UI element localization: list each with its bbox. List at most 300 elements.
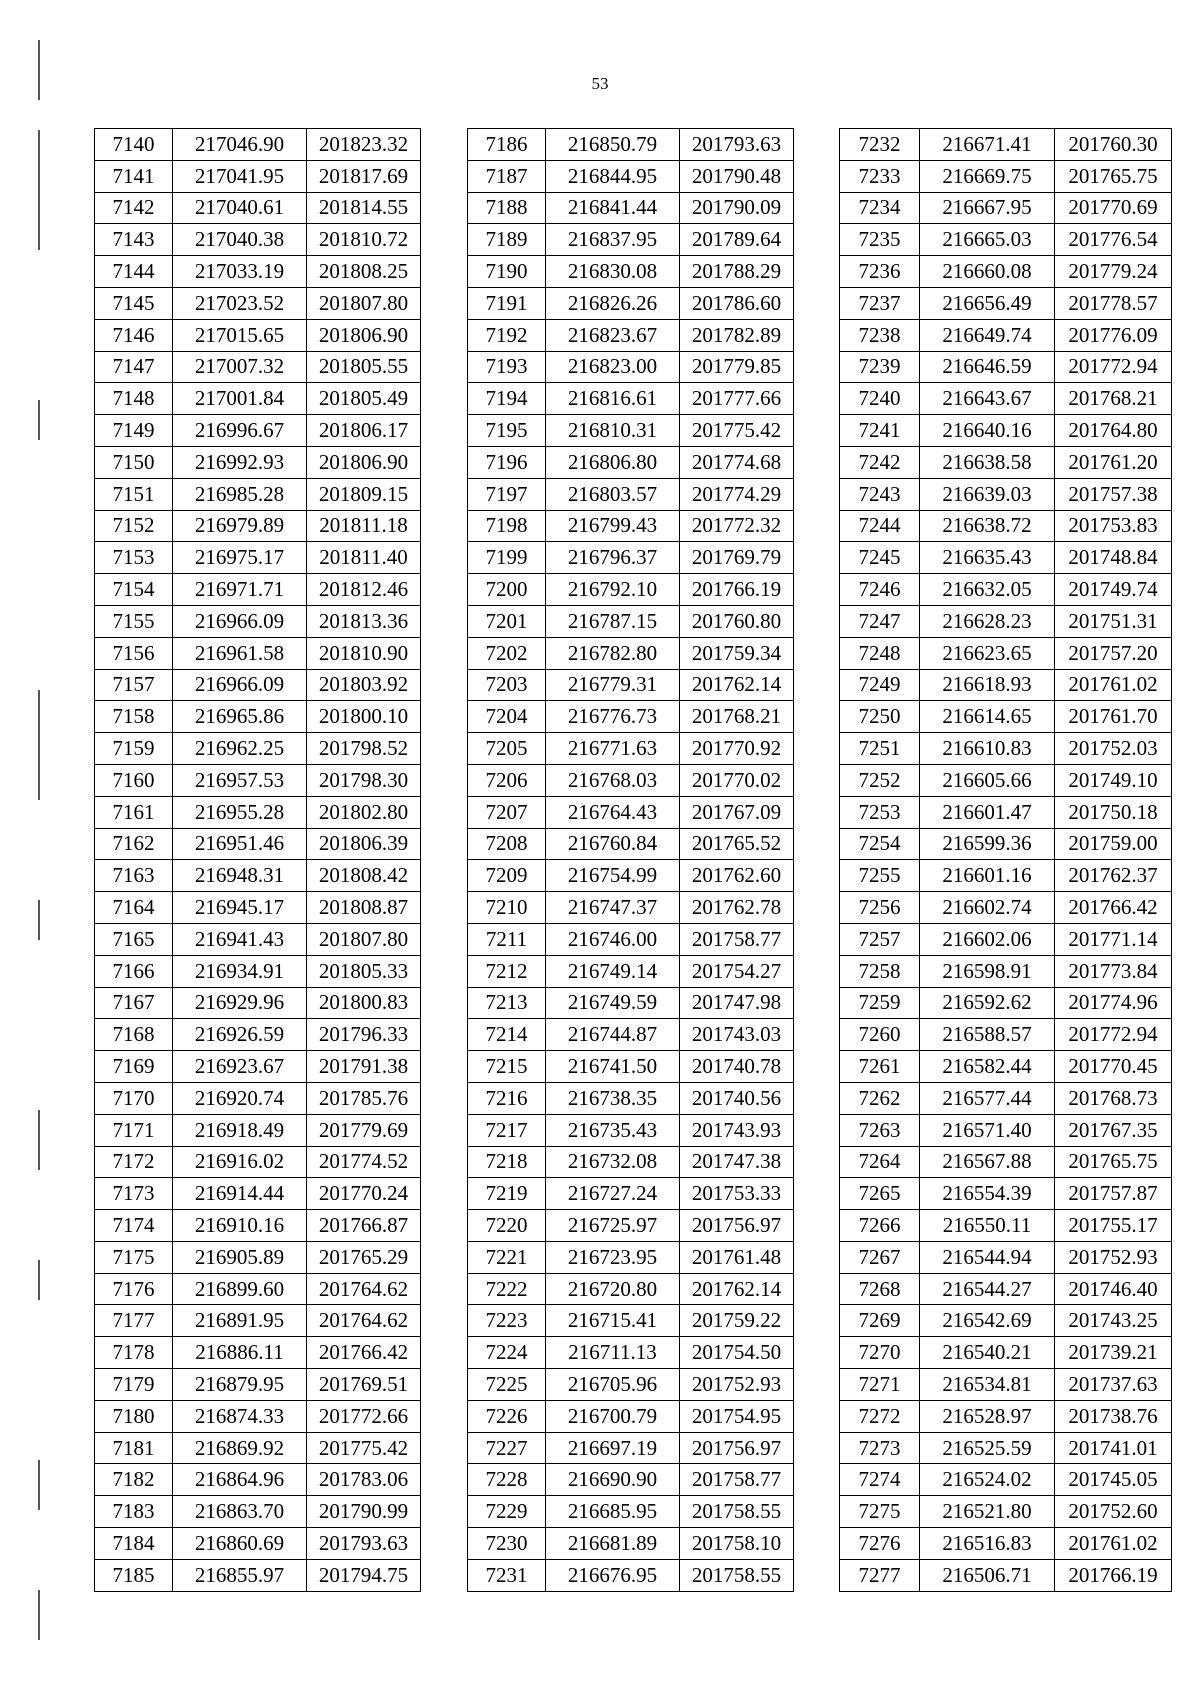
x-coordinate-cell: 216776.73: [546, 701, 680, 733]
point-number-cell: 7210: [468, 892, 546, 924]
table-row: [468, 574, 794, 606]
table-row: [95, 764, 421, 796]
y-coordinate-cell: 201748.84: [1055, 542, 1172, 574]
y-coordinate-cell: 201808.42: [307, 860, 421, 892]
table-row: [840, 1241, 1172, 1273]
point-number-cell: 7272: [840, 1400, 920, 1432]
table-row: [468, 733, 794, 765]
table-row: [95, 192, 421, 224]
table-row: [840, 1305, 1172, 1337]
x-coordinate-cell: 216605.66: [920, 764, 1055, 796]
point-number-cell: 7237: [840, 287, 920, 319]
x-coordinate-cell: 216764.43: [546, 796, 680, 828]
point-number-cell: 7175: [95, 1241, 173, 1273]
y-coordinate-cell: 201760.80: [680, 605, 794, 637]
x-coordinate-cell: 216768.03: [546, 764, 680, 796]
table-row: [95, 701, 421, 733]
y-coordinate-cell: 201768.73: [1055, 1082, 1172, 1114]
y-coordinate-cell: 201750.18: [1055, 796, 1172, 828]
x-coordinate-cell: 216544.27: [920, 1273, 1055, 1305]
y-coordinate-cell: 201800.10: [307, 701, 421, 733]
y-coordinate-cell: 201741.01: [1055, 1432, 1172, 1464]
y-coordinate-cell: 201806.90: [307, 319, 421, 351]
y-coordinate-cell: 201793.63: [680, 129, 794, 161]
scan-margin-line: [38, 1260, 40, 1300]
y-coordinate-cell: 201774.68: [680, 446, 794, 478]
point-number-cell: 7145: [95, 287, 173, 319]
point-number-cell: 7259: [840, 987, 920, 1019]
x-coordinate-cell: 216830.08: [546, 256, 680, 288]
x-coordinate-cell: 216667.95: [920, 192, 1055, 224]
table-row: [468, 669, 794, 701]
x-coordinate-cell: 216782.80: [546, 637, 680, 669]
point-number-cell: 7195: [468, 415, 546, 447]
point-number-cell: 7167: [95, 987, 173, 1019]
y-coordinate-cell: 201754.50: [680, 1337, 794, 1369]
point-number-cell: 7261: [840, 1051, 920, 1083]
y-coordinate-cell: 201760.30: [1055, 129, 1172, 161]
table-row: [840, 1464, 1172, 1496]
table-row: [840, 478, 1172, 510]
point-number-cell: 7205: [468, 733, 546, 765]
x-coordinate-cell: 216697.19: [546, 1432, 680, 1464]
x-coordinate-cell: 216996.67: [173, 415, 307, 447]
page-number: 53: [591, 74, 609, 93]
x-coordinate-cell: 216823.67: [546, 319, 680, 351]
x-coordinate-cell: 216841.44: [546, 192, 680, 224]
y-coordinate-cell: 201743.93: [680, 1114, 794, 1146]
x-coordinate-cell: 216550.11: [920, 1210, 1055, 1242]
point-number-cell: 7154: [95, 574, 173, 606]
y-coordinate-cell: 201772.32: [680, 510, 794, 542]
point-number-cell: 7234: [840, 192, 920, 224]
x-coordinate-cell: 216910.16: [173, 1210, 307, 1242]
point-number-cell: 7206: [468, 764, 546, 796]
point-number-cell: 7251: [840, 733, 920, 765]
table-row: [95, 446, 421, 478]
point-number-cell: 7275: [840, 1496, 920, 1528]
point-number-cell: 7142: [95, 192, 173, 224]
point-number-cell: 7230: [468, 1528, 546, 1560]
table-row: [95, 1273, 421, 1305]
table-row: [840, 1369, 1172, 1401]
y-coordinate-cell: 201757.87: [1055, 1178, 1172, 1210]
table-row: [840, 351, 1172, 383]
table-row: [468, 701, 794, 733]
table-row: [95, 1178, 421, 1210]
table-row: [840, 605, 1172, 637]
table-row: [468, 160, 794, 192]
x-coordinate-cell: 216602.06: [920, 923, 1055, 955]
x-coordinate-cell: 216727.24: [546, 1178, 680, 1210]
point-number-cell: 7158: [95, 701, 173, 733]
y-coordinate-cell: 201776.09: [1055, 319, 1172, 351]
table-row: [468, 1559, 794, 1591]
y-coordinate-cell: 201762.37: [1055, 860, 1172, 892]
x-coordinate-cell: 216864.96: [173, 1464, 307, 1496]
y-coordinate-cell: 201773.84: [1055, 955, 1172, 987]
y-coordinate-cell: 201764.62: [307, 1305, 421, 1337]
point-number-cell: 7226: [468, 1400, 546, 1432]
x-coordinate-cell: 216962.25: [173, 733, 307, 765]
y-coordinate-cell: 201749.74: [1055, 574, 1172, 606]
y-coordinate-cell: 201770.69: [1055, 192, 1172, 224]
table-row: [468, 892, 794, 924]
x-coordinate-cell: 216855.97: [173, 1559, 307, 1591]
x-coordinate-cell: 216844.95: [546, 160, 680, 192]
y-coordinate-cell: 201762.78: [680, 892, 794, 924]
y-coordinate-cell: 201753.33: [680, 1178, 794, 1210]
x-coordinate-cell: 216638.72: [920, 510, 1055, 542]
table-row: [95, 955, 421, 987]
x-coordinate-cell: 216941.43: [173, 923, 307, 955]
table-row: [468, 287, 794, 319]
table-row: [840, 987, 1172, 1019]
table-row: [95, 637, 421, 669]
x-coordinate-cell: 216899.60: [173, 1273, 307, 1305]
y-coordinate-cell: 201782.89: [680, 319, 794, 351]
y-coordinate-cell: 201743.03: [680, 1019, 794, 1051]
y-coordinate-cell: 201765.75: [1055, 1146, 1172, 1178]
x-coordinate-cell: 216614.65: [920, 701, 1055, 733]
point-number-cell: 7223: [468, 1305, 546, 1337]
y-coordinate-cell: 201747.38: [680, 1146, 794, 1178]
x-coordinate-cell: 216779.31: [546, 669, 680, 701]
point-number-cell: 7218: [468, 1146, 546, 1178]
point-number-cell: 7160: [95, 764, 173, 796]
y-coordinate-cell: 201740.56: [680, 1082, 794, 1114]
point-number-cell: 7256: [840, 892, 920, 924]
point-number-cell: 7249: [840, 669, 920, 701]
y-coordinate-cell: 201759.00: [1055, 828, 1172, 860]
point-number-cell: 7163: [95, 860, 173, 892]
table-row: [95, 287, 421, 319]
table-row: [468, 1273, 794, 1305]
y-coordinate-cell: 201783.06: [307, 1464, 421, 1496]
table-row: [95, 160, 421, 192]
table-row: [468, 1337, 794, 1369]
y-coordinate-cell: 201800.83: [307, 987, 421, 1019]
point-number-cell: 7245: [840, 542, 920, 574]
y-coordinate-cell: 201757.38: [1055, 478, 1172, 510]
table-row: [95, 478, 421, 510]
point-number-cell: 7174: [95, 1210, 173, 1242]
y-coordinate-cell: 201805.33: [307, 955, 421, 987]
table-row: [840, 1400, 1172, 1432]
y-coordinate-cell: 201823.32: [307, 129, 421, 161]
point-number-cell: 7227: [468, 1432, 546, 1464]
x-coordinate-cell: 216918.49: [173, 1114, 307, 1146]
x-coordinate-cell: 216923.67: [173, 1051, 307, 1083]
x-coordinate-cell: 216598.91: [920, 955, 1055, 987]
y-coordinate-cell: 201761.48: [680, 1241, 794, 1273]
point-number-cell: 7162: [95, 828, 173, 860]
y-coordinate-cell: 201765.29: [307, 1241, 421, 1273]
x-coordinate-cell: 216601.16: [920, 860, 1055, 892]
y-coordinate-cell: 201806.17: [307, 415, 421, 447]
y-coordinate-cell: 201766.42: [1055, 892, 1172, 924]
table-row: [840, 764, 1172, 796]
x-coordinate-cell: 216816.61: [546, 383, 680, 415]
y-coordinate-cell: 201778.57: [1055, 287, 1172, 319]
point-number-cell: 7221: [468, 1241, 546, 1273]
point-number-cell: 7173: [95, 1178, 173, 1210]
x-coordinate-cell: 216926.59: [173, 1019, 307, 1051]
table-row: [95, 1051, 421, 1083]
x-coordinate-cell: 216945.17: [173, 892, 307, 924]
y-coordinate-cell: 201737.63: [1055, 1369, 1172, 1401]
x-coordinate-cell: 216992.93: [173, 446, 307, 478]
x-coordinate-cell: 216542.69: [920, 1305, 1055, 1337]
table-row: [95, 383, 421, 415]
table-row: [468, 637, 794, 669]
point-number-cell: 7177: [95, 1305, 173, 1337]
point-number-cell: 7248: [840, 637, 920, 669]
point-number-cell: 7209: [468, 860, 546, 892]
point-number-cell: 7216: [468, 1082, 546, 1114]
y-coordinate-cell: 201789.64: [680, 224, 794, 256]
x-coordinate-cell: 216582.44: [920, 1051, 1055, 1083]
table-row: [468, 446, 794, 478]
table-row: [468, 1496, 794, 1528]
point-number-cell: 7179: [95, 1369, 173, 1401]
y-coordinate-cell: 201758.55: [680, 1496, 794, 1528]
x-coordinate-cell: 216920.74: [173, 1082, 307, 1114]
y-coordinate-cell: 201764.62: [307, 1273, 421, 1305]
x-coordinate-cell: 216690.90: [546, 1464, 680, 1496]
point-number-cell: 7217: [468, 1114, 546, 1146]
x-coordinate-cell: 216732.08: [546, 1146, 680, 1178]
y-coordinate-cell: 201761.70: [1055, 701, 1172, 733]
point-number-cell: 7241: [840, 415, 920, 447]
table-row: [468, 1082, 794, 1114]
y-coordinate-cell: 201758.55: [680, 1559, 794, 1591]
point-number-cell: 7277: [840, 1559, 920, 1591]
point-number-cell: 7184: [95, 1528, 173, 1560]
y-coordinate-cell: 201768.21: [680, 701, 794, 733]
x-coordinate-cell: 216669.75: [920, 160, 1055, 192]
point-number-cell: 7207: [468, 796, 546, 828]
y-coordinate-cell: 201739.21: [1055, 1337, 1172, 1369]
x-coordinate-cell: 217046.90: [173, 129, 307, 161]
point-number-cell: 7257: [840, 923, 920, 955]
table-row: [840, 160, 1172, 192]
y-coordinate-cell: 201771.14: [1055, 923, 1172, 955]
table-row: [95, 1496, 421, 1528]
y-coordinate-cell: 201806.90: [307, 446, 421, 478]
table-row: [468, 1305, 794, 1337]
point-number-cell: 7152: [95, 510, 173, 542]
y-coordinate-cell: 201808.25: [307, 256, 421, 288]
scan-margin-line: [38, 1590, 40, 1640]
y-coordinate-cell: 201761.20: [1055, 446, 1172, 478]
x-coordinate-cell: 216640.16: [920, 415, 1055, 447]
point-number-cell: 7148: [95, 383, 173, 415]
point-number-cell: 7232: [840, 129, 920, 161]
y-coordinate-cell: 201774.29: [680, 478, 794, 510]
y-coordinate-cell: 201738.76: [1055, 1400, 1172, 1432]
x-coordinate-cell: 216874.33: [173, 1400, 307, 1432]
point-number-cell: 7193: [468, 351, 546, 383]
x-coordinate-cell: 216955.28: [173, 796, 307, 828]
x-coordinate-cell: 216592.62: [920, 987, 1055, 1019]
table-row: [840, 383, 1172, 415]
y-coordinate-cell: 201766.42: [307, 1337, 421, 1369]
table-row: [95, 510, 421, 542]
table-row: [840, 1559, 1172, 1591]
table-row: [95, 1241, 421, 1273]
x-coordinate-cell: 216975.17: [173, 542, 307, 574]
y-coordinate-cell: 201759.22: [680, 1305, 794, 1337]
point-number-cell: 7196: [468, 446, 546, 478]
x-coordinate-cell: 216602.74: [920, 892, 1055, 924]
y-coordinate-cell: 201769.79: [680, 542, 794, 574]
y-coordinate-cell: 201805.49: [307, 383, 421, 415]
x-coordinate-cell: 216948.31: [173, 860, 307, 892]
table-row: [95, 1369, 421, 1401]
point-number-cell: 7238: [840, 319, 920, 351]
point-number-cell: 7253: [840, 796, 920, 828]
table-row: [840, 287, 1172, 319]
y-coordinate-cell: 201752.60: [1055, 1496, 1172, 1528]
y-coordinate-cell: 201770.92: [680, 733, 794, 765]
y-coordinate-cell: 201758.10: [680, 1528, 794, 1560]
y-coordinate-cell: 201766.19: [680, 574, 794, 606]
y-coordinate-cell: 201752.03: [1055, 733, 1172, 765]
x-coordinate-cell: 216681.89: [546, 1528, 680, 1560]
x-coordinate-cell: 216806.80: [546, 446, 680, 478]
x-coordinate-cell: 216957.53: [173, 764, 307, 796]
point-number-cell: 7188: [468, 192, 546, 224]
point-number-cell: 7140: [95, 129, 173, 161]
y-coordinate-cell: 201758.77: [680, 1464, 794, 1496]
x-coordinate-cell: 216796.37: [546, 542, 680, 574]
point-number-cell: 7244: [840, 510, 920, 542]
table-row: [95, 129, 421, 161]
point-number-cell: 7246: [840, 574, 920, 606]
scan-margin-line: [38, 1460, 40, 1510]
x-coordinate-cell: 216618.93: [920, 669, 1055, 701]
x-coordinate-cell: 216567.88: [920, 1146, 1055, 1178]
table-row: [840, 574, 1172, 606]
y-coordinate-cell: 201790.48: [680, 160, 794, 192]
x-coordinate-cell: 216823.00: [546, 351, 680, 383]
point-number-cell: 7151: [95, 478, 173, 510]
table-row: [840, 1019, 1172, 1051]
y-coordinate-cell: 201790.09: [680, 192, 794, 224]
point-number-cell: 7273: [840, 1432, 920, 1464]
x-coordinate-cell: 216837.95: [546, 224, 680, 256]
point-number-cell: 7168: [95, 1019, 173, 1051]
x-coordinate-cell: 216715.41: [546, 1305, 680, 1337]
x-coordinate-cell: 216760.84: [546, 828, 680, 860]
point-number-cell: 7200: [468, 574, 546, 606]
table-row: [840, 796, 1172, 828]
point-number-cell: 7166: [95, 955, 173, 987]
point-number-cell: 7187: [468, 160, 546, 192]
y-coordinate-cell: 201796.33: [307, 1019, 421, 1051]
y-coordinate-cell: 201755.17: [1055, 1210, 1172, 1242]
table-row: [840, 669, 1172, 701]
point-number-cell: 7143: [95, 224, 173, 256]
table-row: [840, 892, 1172, 924]
table-row: [95, 319, 421, 351]
table-row: [840, 1337, 1172, 1369]
x-coordinate-cell: 216685.95: [546, 1496, 680, 1528]
x-coordinate-cell: 216599.36: [920, 828, 1055, 860]
table-row: [95, 828, 421, 860]
x-coordinate-cell: 216660.08: [920, 256, 1055, 288]
point-number-cell: 7182: [95, 1464, 173, 1496]
x-coordinate-cell: 216711.13: [546, 1337, 680, 1369]
point-number-cell: 7267: [840, 1241, 920, 1273]
table-row: [840, 510, 1172, 542]
y-coordinate-cell: 201765.52: [680, 828, 794, 860]
y-coordinate-cell: 201764.80: [1055, 415, 1172, 447]
point-number-cell: 7176: [95, 1273, 173, 1305]
point-number-cell: 7271: [840, 1369, 920, 1401]
point-number-cell: 7239: [840, 351, 920, 383]
y-coordinate-cell: 201779.69: [307, 1114, 421, 1146]
y-coordinate-cell: 201811.18: [307, 510, 421, 542]
x-coordinate-cell: 216738.35: [546, 1082, 680, 1114]
table-row: [95, 860, 421, 892]
y-coordinate-cell: 201753.83: [1055, 510, 1172, 542]
y-coordinate-cell: 201798.52: [307, 733, 421, 765]
point-number-cell: 7233: [840, 160, 920, 192]
y-coordinate-cell: 201759.34: [680, 637, 794, 669]
y-coordinate-cell: 201774.52: [307, 1146, 421, 1178]
table-row: [95, 605, 421, 637]
coordinate-table-2: [467, 128, 794, 1592]
x-coordinate-cell: 216787.15: [546, 605, 680, 637]
y-coordinate-cell: 201766.87: [307, 1210, 421, 1242]
table-row: [468, 1051, 794, 1083]
table-row: [95, 351, 421, 383]
point-number-cell: 7190: [468, 256, 546, 288]
x-coordinate-cell: 216643.67: [920, 383, 1055, 415]
x-coordinate-cell: 216826.26: [546, 287, 680, 319]
y-coordinate-cell: 201805.55: [307, 351, 421, 383]
y-coordinate-cell: 201772.94: [1055, 351, 1172, 383]
y-coordinate-cell: 201756.97: [680, 1210, 794, 1242]
x-coordinate-cell: 216524.02: [920, 1464, 1055, 1496]
table-row: [468, 478, 794, 510]
table-row: [95, 1432, 421, 1464]
y-coordinate-cell: 201807.80: [307, 923, 421, 955]
x-coordinate-cell: 216725.97: [546, 1210, 680, 1242]
point-number-cell: 7228: [468, 1464, 546, 1496]
table-row: [468, 923, 794, 955]
y-coordinate-cell: 201776.54: [1055, 224, 1172, 256]
table-row: [840, 1051, 1172, 1083]
point-number-cell: 7165: [95, 923, 173, 955]
point-number-cell: 7274: [840, 1464, 920, 1496]
table-row: [468, 860, 794, 892]
point-number-cell: 7194: [468, 383, 546, 415]
x-coordinate-cell: 216554.39: [920, 1178, 1055, 1210]
y-coordinate-cell: 201779.85: [680, 351, 794, 383]
x-coordinate-cell: 216649.74: [920, 319, 1055, 351]
x-coordinate-cell: 217041.95: [173, 160, 307, 192]
point-number-cell: 7254: [840, 828, 920, 860]
x-coordinate-cell: 216705.96: [546, 1369, 680, 1401]
y-coordinate-cell: 201765.75: [1055, 160, 1172, 192]
point-number-cell: 7262: [840, 1082, 920, 1114]
point-number-cell: 7144: [95, 256, 173, 288]
x-coordinate-cell: 216979.89: [173, 510, 307, 542]
table-row: [468, 510, 794, 542]
